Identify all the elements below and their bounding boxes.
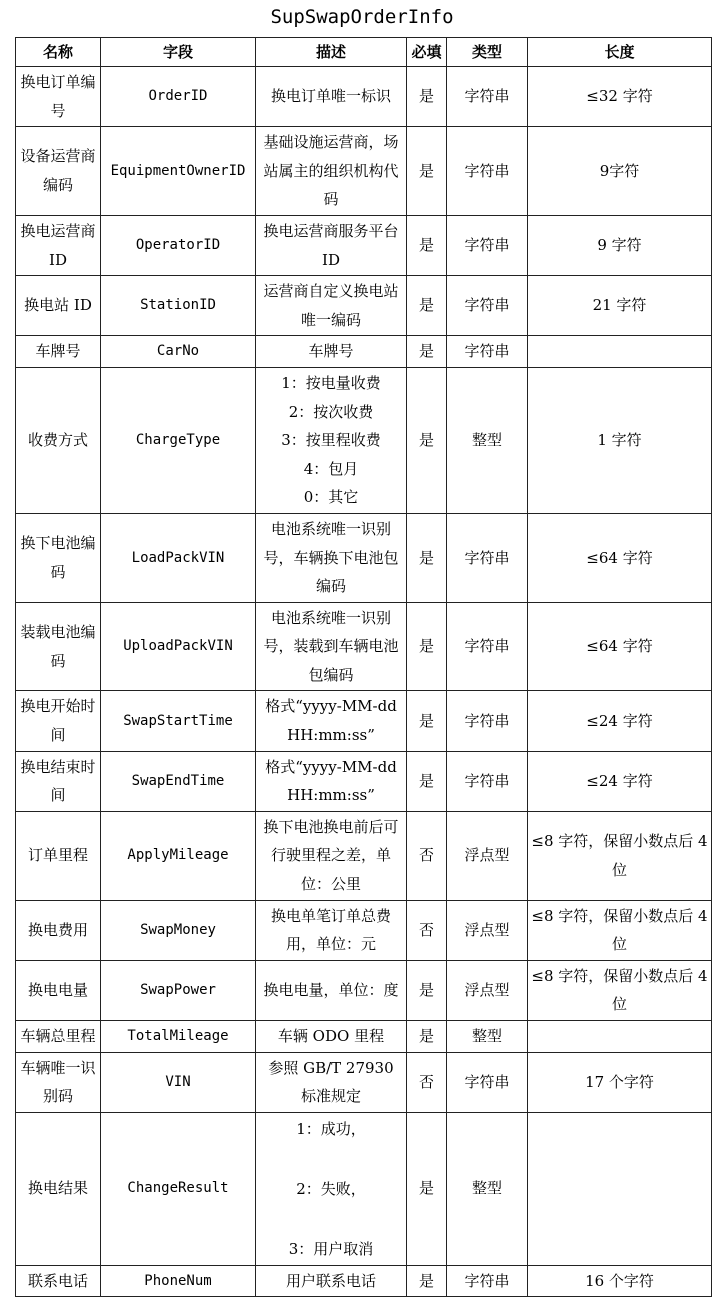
cell-required: 是	[407, 67, 447, 127]
cell-required: 是	[407, 513, 447, 602]
cell-name: 车辆唯一识别码	[16, 1052, 101, 1112]
table-row	[16, 215, 712, 275]
cell-length: ≤8 字符，保留小数点后 4 位	[528, 811, 712, 900]
cell-desc: 基础设施运营商，场站属主的组织机构代码	[256, 127, 407, 216]
cell-length: 21 字符	[528, 276, 712, 336]
cell-type: 字符串	[447, 276, 528, 336]
table-row	[16, 960, 712, 1020]
cell-desc: 1：成功， 2：失败， 3：用户取消	[256, 1112, 407, 1265]
cell-name: 换电运营商 ID	[16, 215, 101, 275]
cell-length: ≤64 字符	[528, 513, 712, 602]
cell-type: 字符串	[447, 751, 528, 811]
cell-name: 车辆总里程	[16, 1021, 101, 1053]
cell-type: 字符串	[447, 602, 528, 691]
cell-required: 否	[407, 900, 447, 960]
table-row	[16, 513, 712, 602]
cell-required: 是	[407, 215, 447, 275]
table-row	[16, 691, 712, 751]
cell-name: 联系电话	[16, 1265, 101, 1297]
header-length: 长度	[528, 38, 712, 67]
cell-name: 换电电量	[16, 960, 101, 1020]
cell-field: ChangeResult	[101, 1112, 256, 1265]
document-title: SupSwapOrderInfo	[270, 6, 454, 28]
cell-type: 整型	[447, 367, 528, 513]
cell-type: 整型	[447, 1021, 528, 1053]
cell-required: 是	[407, 1021, 447, 1053]
header-desc: 描述	[256, 38, 407, 67]
cell-desc: 格式“yyyy-MM-ddHH:mm:ss”	[256, 751, 407, 811]
cell-length: ≤64 字符	[528, 602, 712, 691]
cell-type: 字符串	[447, 215, 528, 275]
cell-type: 浮点型	[447, 811, 528, 900]
cell-type: 整型	[447, 1112, 528, 1265]
cell-desc: 车辆 ODO 里程	[256, 1021, 407, 1053]
cell-length	[528, 336, 712, 368]
cell-desc: 换下电池换电前后可行驶里程之差，单位：公里	[256, 811, 407, 900]
field-definition-table	[15, 37, 712, 1297]
cell-name: 车牌号	[16, 336, 101, 368]
table-row	[16, 1265, 712, 1297]
cell-type: 字符串	[447, 1265, 528, 1297]
cell-name: 换电站 ID	[16, 276, 101, 336]
cell-field: SwapStartTime	[101, 691, 256, 751]
cell-length: ≤24 字符	[528, 751, 712, 811]
header-field: 字段	[101, 38, 256, 67]
cell-field: EquipmentOwnerID	[101, 127, 256, 216]
cell-type: 字符串	[447, 336, 528, 368]
cell-type: 字符串	[447, 127, 528, 216]
cell-name: 换电结束时间	[16, 751, 101, 811]
table-header-row	[16, 38, 712, 67]
cell-name: 换电订单编号	[16, 67, 101, 127]
header-type: 类型	[447, 38, 528, 67]
cell-desc: 换电运营商服务平台 ID	[256, 215, 407, 275]
cell-name: 订单里程	[16, 811, 101, 900]
cell-length	[528, 1112, 712, 1265]
cell-type: 字符串	[447, 67, 528, 127]
table-row	[16, 336, 712, 368]
cell-length: 17 个字符	[528, 1052, 712, 1112]
cell-name: 换电费用	[16, 900, 101, 960]
cell-field: CarNo	[101, 336, 256, 368]
cell-field: SwapPower	[101, 960, 256, 1020]
cell-length: 9 字符	[528, 215, 712, 275]
cell-length: ≤24 字符	[528, 691, 712, 751]
cell-length: 16 个字符	[528, 1265, 712, 1297]
cell-name: 换电开始时间	[16, 691, 101, 751]
cell-name: 装载电池编码	[16, 602, 101, 691]
table-row	[16, 751, 712, 811]
cell-desc: 换电单笔订单总费用，单位：元	[256, 900, 407, 960]
table-row	[16, 900, 712, 960]
cell-length	[528, 1021, 712, 1053]
cell-field: UploadPackVIN	[101, 602, 256, 691]
table-row	[16, 67, 712, 127]
cell-length: ≤8 字符，保留小数点后 4 位	[528, 960, 712, 1020]
cell-required: 否	[407, 811, 447, 900]
cell-field: SwapMoney	[101, 900, 256, 960]
cell-field: OrderID	[101, 67, 256, 127]
cell-desc: 换电电量，单位：度	[256, 960, 407, 1020]
table-row	[16, 1052, 712, 1112]
cell-length: 1 字符	[528, 367, 712, 513]
table-row	[16, 367, 712, 513]
cell-field: OperatorID	[101, 215, 256, 275]
cell-type: 字符串	[447, 691, 528, 751]
cell-length: ≤8 字符，保留小数点后 4 位	[528, 900, 712, 960]
cell-required: 是	[407, 960, 447, 1020]
cell-field: ChargeType	[101, 367, 256, 513]
cell-type: 浮点型	[447, 960, 528, 1020]
cell-required: 是	[407, 336, 447, 368]
cell-name: 设备运营商编码	[16, 127, 101, 216]
cell-required: 是	[407, 127, 447, 216]
cell-field: LoadPackVIN	[101, 513, 256, 602]
cell-field: PhoneNum	[101, 1265, 256, 1297]
cell-required: 是	[407, 691, 447, 751]
cell-required: 是	[407, 276, 447, 336]
table-row	[16, 1112, 712, 1265]
cell-desc: 1：按电量收费 2：按次收费 3：按里程收费 4：包月 0：其它	[256, 367, 407, 513]
cell-name: 收费方式	[16, 367, 101, 513]
cell-field: TotalMileage	[101, 1021, 256, 1053]
cell-required: 否	[407, 1052, 447, 1112]
cell-field: SwapEndTime	[101, 751, 256, 811]
cell-length: ≤32 字符	[528, 67, 712, 127]
cell-required: 是	[407, 367, 447, 513]
table-row	[16, 276, 712, 336]
table-row	[16, 811, 712, 900]
cell-required: 是	[407, 1265, 447, 1297]
cell-desc: 运营商自定义换电站唯一编码	[256, 276, 407, 336]
cell-required: 是	[407, 602, 447, 691]
cell-desc: 格式“yyyy-MM-ddHH:mm:ss”	[256, 691, 407, 751]
cell-type: 字符串	[447, 1052, 528, 1112]
header-name: 名称	[16, 38, 101, 67]
cell-required: 是	[407, 751, 447, 811]
cell-desc: 换电订单唯一标识	[256, 67, 407, 127]
cell-desc: 电池系统唯一识别号，装载到车辆电池包编码	[256, 602, 407, 691]
cell-field: ApplyMileage	[101, 811, 256, 900]
cell-name: 换下电池编码	[16, 513, 101, 602]
cell-required: 是	[407, 1112, 447, 1265]
cell-desc: 电池系统唯一识别号，车辆换下电池包编码	[256, 513, 407, 602]
table-row	[16, 1021, 712, 1053]
cell-type: 浮点型	[447, 900, 528, 960]
cell-desc: 参照 GB/T 27930 标准规定	[256, 1052, 407, 1112]
cell-desc: 车牌号	[256, 336, 407, 368]
header-required: 必填	[407, 38, 447, 67]
cell-field: StationID	[101, 276, 256, 336]
cell-field: VIN	[101, 1052, 256, 1112]
table-row	[16, 602, 712, 691]
cell-type: 字符串	[447, 513, 528, 602]
cell-name: 换电结果	[16, 1112, 101, 1265]
cell-length: 9字符	[528, 127, 712, 216]
table-row	[16, 127, 712, 216]
cell-desc: 用户联系电话	[256, 1265, 407, 1297]
